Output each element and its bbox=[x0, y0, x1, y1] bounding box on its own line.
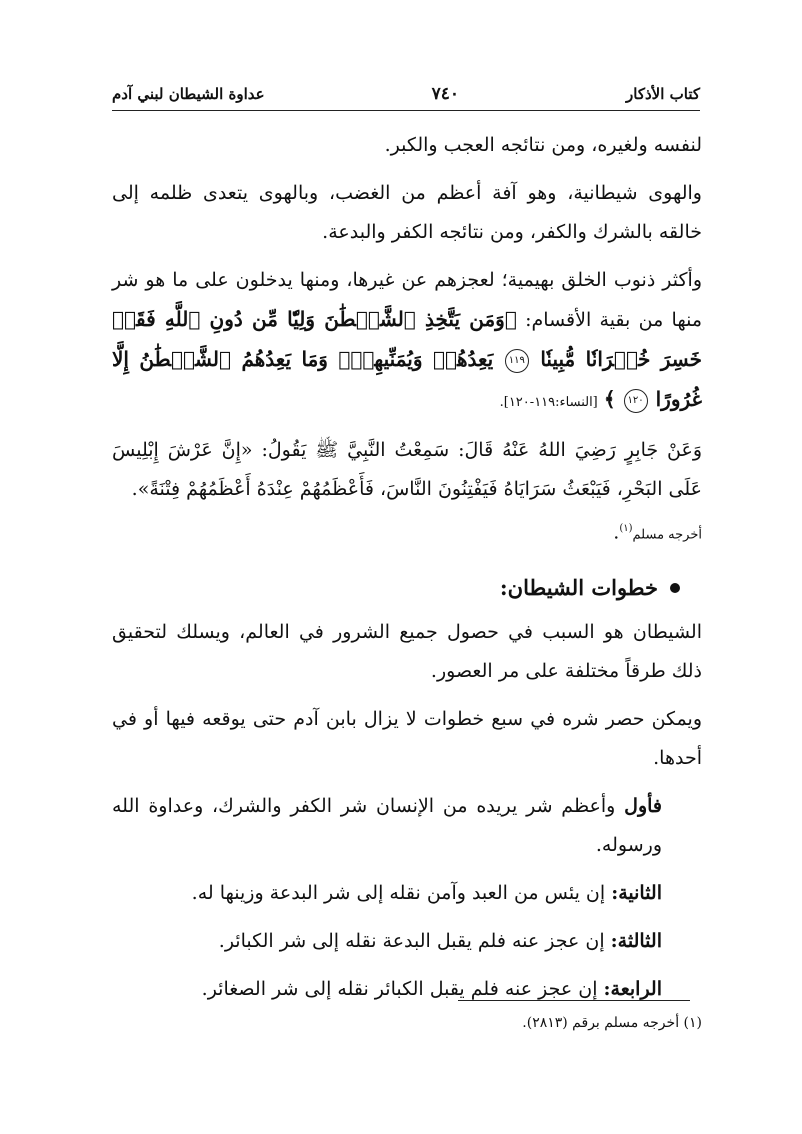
paragraph-3 bbox=[112, 261, 702, 422]
step-4 bbox=[112, 970, 702, 1009]
page-number: ٧٤٠ bbox=[431, 84, 460, 104]
quran-verse-120: يَعِدُهُمۡ وَيُمَنِّيهِمۡۖ وَمَا يَعِدُهُمُ ٱلشَّيۡطَٰنُ إِلَّا غُرُورًا bbox=[112, 347, 702, 411]
hadith-text bbox=[112, 431, 702, 554]
ayah-marker-120: ١٢٠ bbox=[624, 389, 648, 413]
quran-close-bracket: ﴾ bbox=[603, 387, 616, 411]
step-label: فأول bbox=[624, 795, 662, 818]
main-text bbox=[112, 126, 702, 1018]
bullet-icon bbox=[670, 583, 680, 593]
paragraph-1: لنفسه ولغيره، ومن نتائجه العجب والكبر. bbox=[384, 134, 702, 156]
section-title: عداوة الشيطان لبني آدم bbox=[112, 85, 265, 103]
quran-reference: [النساء:١١٩-١٢٠]. bbox=[499, 395, 598, 410]
step-1 bbox=[112, 787, 702, 865]
running-header bbox=[112, 82, 700, 106]
hadith-takhrij: أخرجه مسلم bbox=[632, 527, 702, 543]
ayah-marker-119: ١١٩ bbox=[505, 349, 529, 373]
step-3 bbox=[112, 922, 702, 961]
takhrij-end: . bbox=[613, 521, 620, 544]
paragraph-4: الشيطان هو السبب في حصول جميع الشرور في العالم، ويسلك لتحقيق ذلك طرقاً مختلفة على مر العصور. bbox=[112, 621, 702, 683]
section-heading bbox=[112, 568, 702, 607]
step-label: الثانية: bbox=[611, 882, 662, 905]
step-2 bbox=[112, 874, 702, 913]
paragraph-2: والهوى شيطانية، وهو آفة أعظم من الغضب، وبالهوى يتعدى ظلمه إلى خالقه بالشرك والكفر، ومن نتائجه الكفر والبدعة. bbox=[112, 182, 702, 243]
quran-verse-119: ﴿وَمَن يَتَّخِذِ ٱلشَّيۡطَٰنَ وَلِيّٗا مِّن دُونِ ٱللَّهِ فَقَدۡ خَسِرَ خُسۡرَانٗا مُّبِينٗا bbox=[112, 307, 703, 371]
step-text: وأعظم شر يريده من الإنسان شر الكفر والشرك، وعداوة الله ورسوله. bbox=[112, 795, 662, 857]
footnote-marker[interactable]: (١) bbox=[619, 523, 633, 534]
step-label: الرابعة: bbox=[603, 978, 662, 1001]
section-heading-text: خطوات الشيطان: bbox=[499, 575, 658, 601]
step-label: الثالثة: bbox=[610, 930, 662, 953]
step-text: إن عجز عنه فلم يقبل البدعة نقله إلى شر الكبائر. bbox=[218, 930, 611, 953]
footnote: (١) أخرجه مسلم برقم (٢٨١٣). bbox=[522, 1015, 702, 1031]
hadith-body: وَعَنْ جَابِرٍ رَضِيَ اللهُ عَنْهُ قَالَ: سَمِعْتُ النَّبِيَّ ﷺ يَقُولُ: «إِنَّ عَرْشَ إِبْلِيسَ عَلَى البَحْرِ، فَيَبْعَثُ سَرَايَاهُ فَيَفْتِنُونَ النَّاسَ، فَأَعْظَمُهُمْ عِنْدَهُ أَعْظَمُهُمْ فِتْنَةً». bbox=[112, 439, 702, 500]
step-text: إن يئس من العبد وآمن نقله إلى شر البدعة وزينها له. bbox=[191, 882, 612, 905]
book-title: كتاب الأذكار bbox=[626, 85, 700, 103]
paragraph-3-intro: وأكثر ذنوب الخلق بهيمية؛ لعجزهم عن غيرها، ومنها يدخلون على ما هو شر منها من بقية الأقسام: bbox=[112, 269, 702, 331]
header-divider bbox=[112, 110, 700, 111]
footnote-divider bbox=[458, 1000, 690, 1001]
step-text: إن عجز عنه فلم يقبل الكبائر نقله إلى شر الصغائر. bbox=[201, 978, 604, 1001]
paragraph-5: ويمكن حصر شره في سبع خطوات لا يزال بابن آدم حتى يوقعه فيها أو في أحدها. bbox=[112, 708, 702, 770]
